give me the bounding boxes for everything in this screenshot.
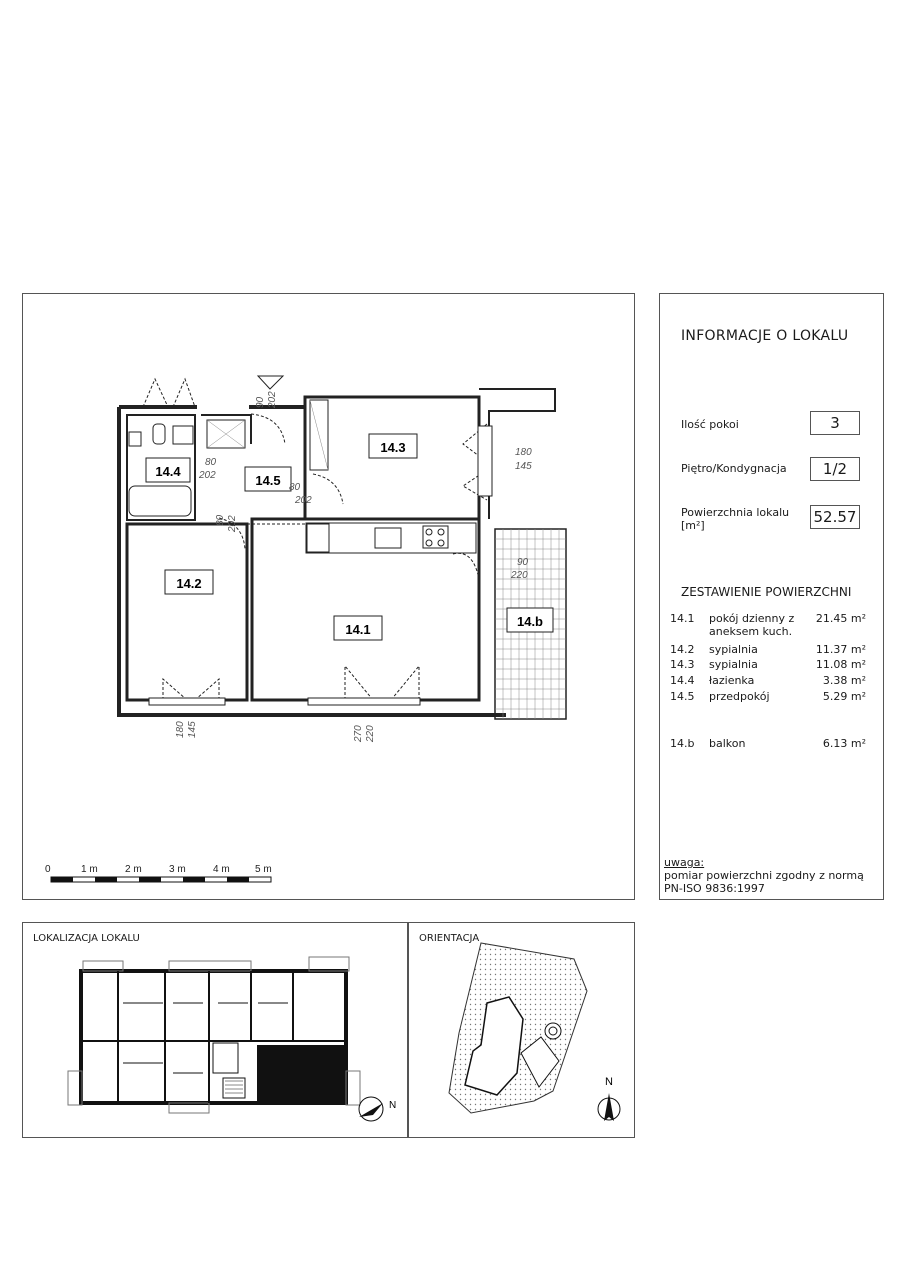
note-text: pomiar powierzchni zgodny z normą PN-ISO 9836:1997	[664, 869, 864, 895]
svg-text:3 m: 3 m	[169, 864, 186, 875]
door-arc	[251, 414, 285, 444]
svg-text:0: 0	[45, 864, 51, 875]
dim-label: 220	[365, 725, 376, 742]
room-label-14-2: 14.2	[176, 576, 202, 591]
washbasin	[173, 426, 193, 444]
window-swing	[163, 679, 219, 700]
scale-bar	[45, 864, 272, 882]
north-arrow-icon	[359, 1097, 396, 1121]
location-panel	[22, 922, 408, 1138]
door-arc	[453, 553, 479, 579]
rooms-count-value: 3	[810, 411, 860, 435]
room-label-14-3: 14.3	[380, 440, 406, 455]
area-value: 52.57	[810, 505, 860, 529]
svg-text:1 m: 1 m	[81, 864, 98, 875]
kitchen-fridge	[307, 524, 329, 552]
window	[308, 698, 420, 705]
floor-plan-drawing	[23, 294, 634, 899]
dim-label: 90	[517, 557, 529, 568]
site-orientation-map	[409, 923, 634, 1137]
floor-value: 1/2	[810, 457, 860, 481]
room-label-14-1: 14.1	[345, 622, 371, 637]
door-arc	[313, 474, 343, 504]
room-label-14-5: 14.5	[255, 473, 281, 488]
rooms-count-label: Ilość pokoi	[681, 418, 739, 431]
area-unit-label: [m²]	[681, 519, 705, 532]
apartment-highlight	[257, 1045, 344, 1103]
svg-text:N: N	[605, 1076, 613, 1088]
floor-plan-panel	[22, 293, 635, 900]
dim-label: 202	[227, 515, 238, 532]
svg-text:N: N	[389, 1100, 397, 1111]
dim-label: 202	[199, 470, 216, 481]
note-title: uwaga:	[664, 856, 705, 869]
info-title: INFORMACJE O LOKALU	[681, 328, 849, 344]
dim-label: 145	[187, 721, 198, 738]
dim-label: 90	[255, 396, 266, 408]
room-label-14-b: 14.b	[516, 614, 544, 629]
washer	[129, 432, 141, 446]
svg-text:4 m: 4 m	[213, 864, 230, 875]
dim-label: 180	[515, 447, 532, 458]
orientation-title: ORIENTACJA	[419, 933, 480, 944]
measurement-note	[664, 856, 879, 895]
window	[149, 698, 225, 705]
dim-label: 220	[511, 570, 528, 581]
location-title: LOKALIZACJA LOKALU	[33, 933, 140, 944]
dim-label: 80	[215, 514, 226, 526]
kitchen-sink	[375, 528, 401, 548]
window-swing	[143, 379, 195, 407]
svg-text:2 m: 2 m	[125, 864, 142, 875]
dim-label: 145	[515, 461, 532, 472]
floor-label: Piętro/Kondygnacja	[681, 462, 787, 475]
north-arrow-icon	[598, 1076, 620, 1121]
dim-label: 180	[175, 721, 186, 738]
window	[478, 426, 492, 496]
summary-title: ZESTAWIENIE POWIERZCHNI	[681, 585, 852, 599]
bathtub	[129, 486, 191, 516]
svg-text:5 m: 5 m	[255, 864, 272, 875]
dim-label: 80	[205, 457, 217, 468]
dim-label: 270	[353, 725, 364, 742]
dim-label: 202	[267, 391, 278, 408]
outer-wall	[119, 407, 506, 715]
area-label: Powierzchnia lokalu	[681, 506, 790, 519]
window-swing	[345, 666, 419, 700]
toilet	[153, 424, 165, 444]
room-label-14-4: 14.4	[155, 464, 181, 479]
living-outline	[252, 519, 479, 700]
entrance-marker	[258, 376, 283, 389]
info-panel: INFORMACJE O LOKALU Ilość pokoi 3 Piętro/Kondygnacja 1/2 Powierzchnia lokalu [m²] 52.57 ZESTAWIENIE POWIERZCHNI 14.1 pokój dzienny z aneksem kuch. 21.45 m² 14.2 sypialnia 11.37 m² 14.3 sypialnia 11.08 m² 14.4 łazienka 3.38 m² 14.5 przedpokój 5.29 m² 14.b balkon 6.13 m² uwaga: pomiar powierzchni zgodny z normą PN-ISO 9836:1997	[659, 293, 884, 900]
building-location-map	[23, 923, 407, 1137]
orientation-panel	[408, 922, 635, 1138]
dim-label: 202	[295, 495, 312, 506]
room-14-2-outline	[127, 524, 247, 700]
dim-label: 80	[289, 482, 301, 493]
hall-wall	[201, 415, 251, 444]
